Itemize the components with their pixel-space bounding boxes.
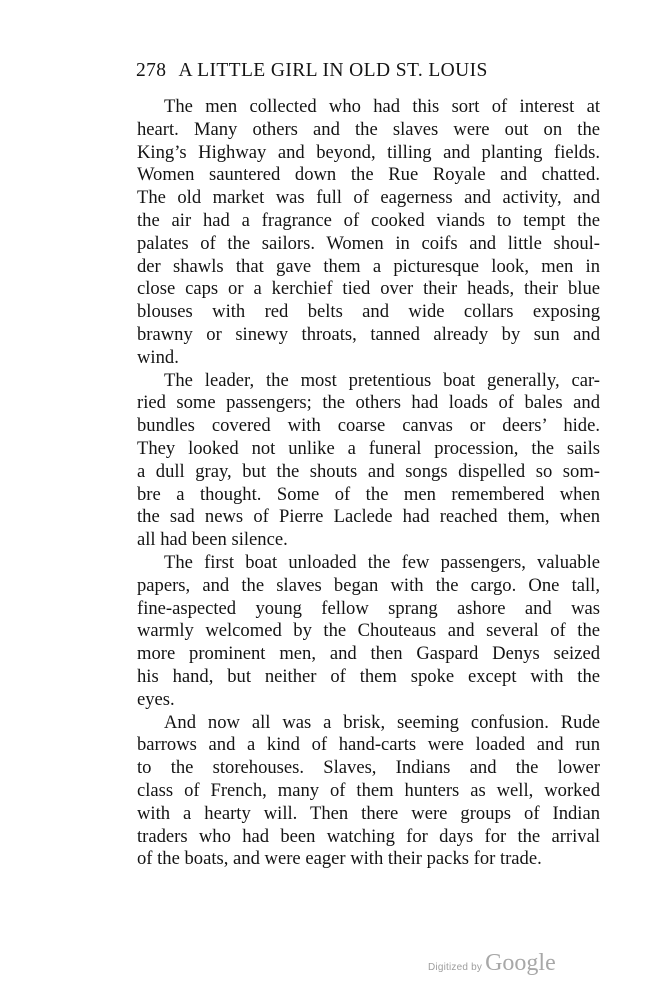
text-line: to the storehouses. Slaves, Indians and the lower bbox=[137, 757, 600, 779]
page-number: 278 bbox=[136, 60, 167, 81]
text-line: papers, and the slaves began with the cargo. One tall, bbox=[137, 574, 600, 596]
paragraph bbox=[137, 96, 600, 370]
text-line: of the boats, and were eager with their packs for trade. bbox=[137, 848, 542, 870]
text-line: der shawls that gave them a picturesque look, men in bbox=[137, 255, 600, 277]
text-line: more prominent men, and then Gaspard Denys seized bbox=[137, 643, 600, 665]
running-title: A LITTLE GIRL IN OLD ST. LOUIS bbox=[178, 60, 488, 81]
google-logo: Google bbox=[485, 950, 556, 976]
text-line: And now all was a brisk, seeming confusion. Rude bbox=[164, 711, 600, 733]
text-line: fine-aspected young fellow sprang ashore and was bbox=[137, 597, 600, 619]
body-text bbox=[137, 96, 600, 871]
text-line: barrows and a kind of hand-carts were loaded and run bbox=[137, 734, 600, 756]
text-line: the sad news of Pierre Laclede had reached them, when bbox=[137, 506, 600, 528]
paragraph bbox=[137, 712, 600, 872]
text-line: blouses with red belts and wide collars exposing bbox=[137, 301, 600, 323]
text-line: with a hearty will. Then there were groups of Indian bbox=[137, 802, 600, 824]
text-line: The men collected who had this sort of interest at bbox=[164, 96, 600, 117]
text-line: traders who had been watching for days for the arrival bbox=[137, 825, 600, 847]
text-line: his hand, but neither of them spoke except with the bbox=[137, 665, 600, 687]
digitized-watermark bbox=[428, 950, 556, 977]
text-line: ried some passengers; the others had loads of bales and bbox=[137, 392, 600, 414]
paragraph bbox=[137, 552, 600, 712]
text-line: The first boat unloaded the few passengers, valuable bbox=[164, 551, 600, 573]
text-line: The old market was full of eagerness and activity, and bbox=[137, 187, 600, 209]
text-line: class of French, many of them hunters as well, worked bbox=[137, 779, 600, 801]
text-line: all had been silence. bbox=[137, 529, 288, 551]
text-line: warmly welcomed by the Chouteaus and several of the bbox=[137, 620, 600, 642]
text-line: eyes. bbox=[137, 688, 175, 710]
text-line: heart. Many others and the slaves were out on the bbox=[137, 118, 600, 140]
text-line: the air had a fragrance of cooked viands to tempt the bbox=[137, 209, 600, 231]
text-line: They looked not unlike a funeral procession, the sails bbox=[137, 437, 600, 459]
paragraph bbox=[137, 370, 600, 552]
text-line: bundles covered with coarse canvas or deers’ hide. bbox=[137, 415, 600, 437]
text-line: wind. bbox=[137, 346, 179, 368]
running-header bbox=[136, 60, 536, 82]
text-line: Women sauntered down the Rue Royale and chatted. bbox=[137, 164, 600, 186]
text-line: bre a thought. Some of the men remembered when bbox=[137, 483, 600, 505]
text-line: a dull gray, but the shouts and songs dispelled so som- bbox=[137, 460, 600, 482]
text-line: King’s Highway and beyond, tilling and planting fields. bbox=[137, 141, 600, 163]
text-line: close caps or a kerchief tied over their heads, their blue bbox=[137, 278, 600, 300]
text-line: brawny or sinewy throats, tanned already by sun and bbox=[137, 323, 600, 345]
text-line: palates of the sailors. Women in coifs and little shoul- bbox=[137, 232, 600, 254]
watermark-prefix: Digitized by bbox=[428, 962, 483, 973]
text-line: The leader, the most pretentious boat generally, car- bbox=[164, 369, 600, 391]
